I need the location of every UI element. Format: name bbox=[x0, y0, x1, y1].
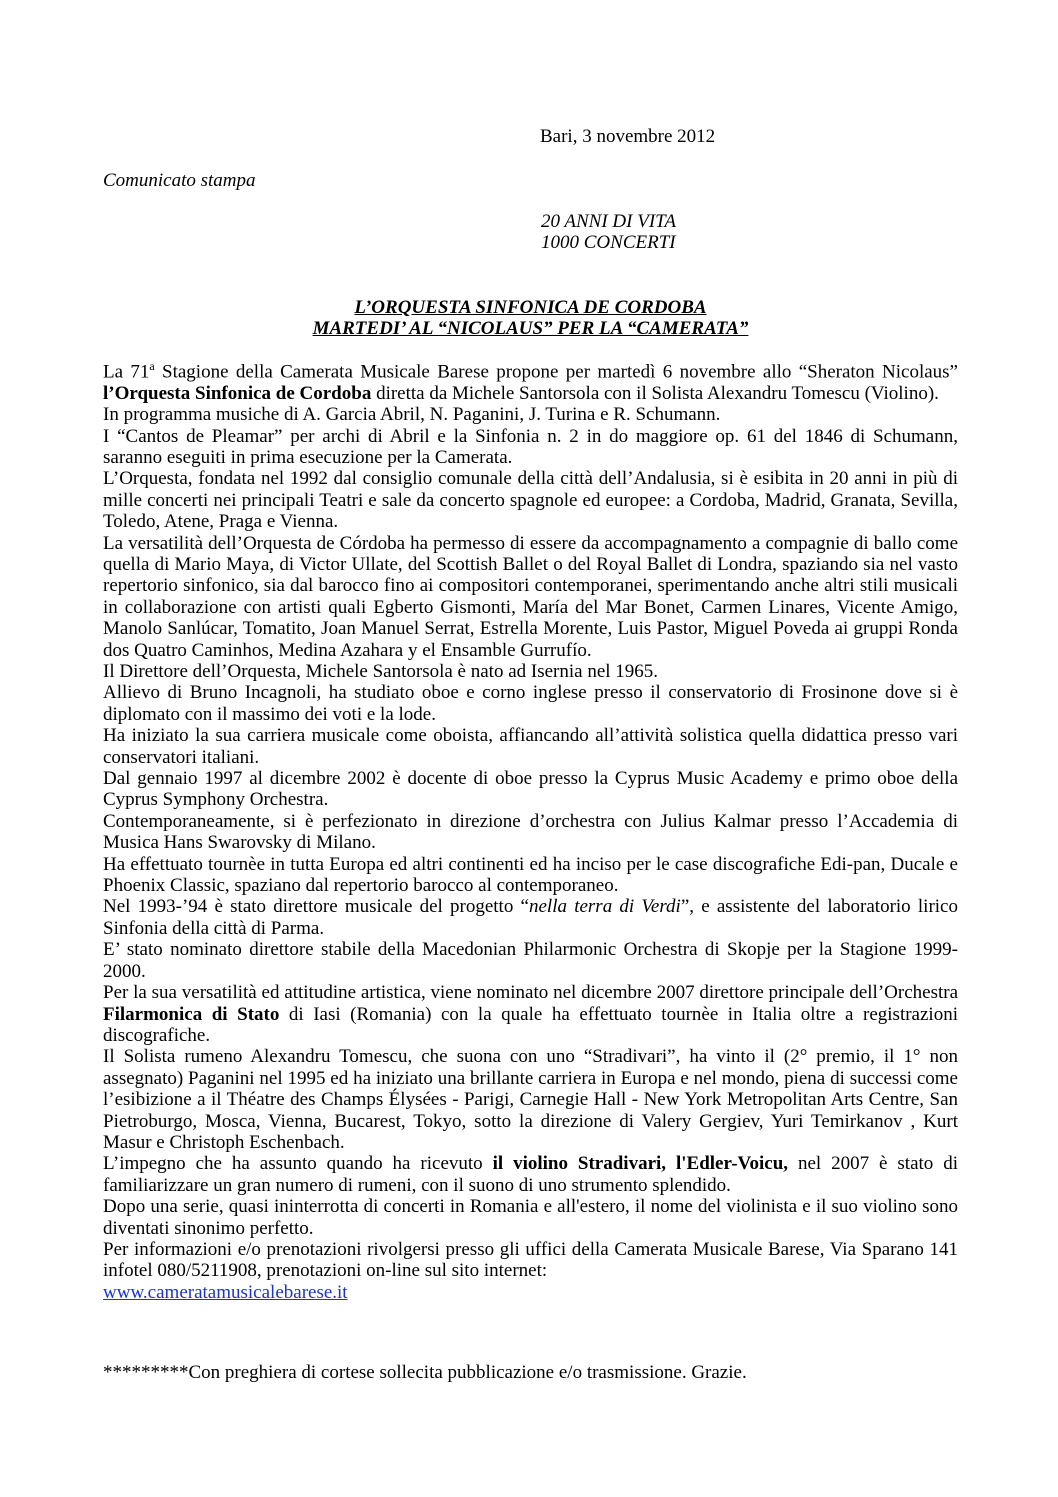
paragraph: Dopo una serie, quasi ininterrotta di concerti in Romania e all'estero, il nome del violinista e il suo violino sono diventati sinonimo perfetto. bbox=[103, 1196, 958, 1239]
headline bbox=[103, 297, 958, 339]
motto-line-1: 20 ANNI DI VITA bbox=[541, 211, 676, 232]
paragraph: E’ stato nominato direttore stabile della Macedonian Philarmonic Orchestra di Skopje per la Stagione 1999-2000. bbox=[103, 939, 958, 982]
headline-line-2: MARTEDI’ AL “NICOLAUS” PER LA “CAMERATA” bbox=[312, 318, 749, 339]
paragraph: Per la sua versatilità ed attitudine artistica, viene nominato nel dicembre 2007 direttore principale dell’Orchestra Filarmonica di Stato di Iasi (Romania) con la quale ha effettuato tournèe in Italia oltre a registrazioni discografiche. bbox=[103, 982, 958, 1046]
project-title: nella terra di Verdi bbox=[528, 896, 681, 918]
filarmonica-name: Filarmonica di Stato bbox=[103, 1003, 280, 1025]
paragraph: La versatilità dell’Orquesta de Córdoba ha permesso di essere da accompagnamento a compagnie di ballo come quella di Mario Maya, di Victor Ullate, del Scottish Ballet o del Royal Ballet di Londra, spaziando sia nel vasto repertorio sinfonico, sia dal barocco fino ai compositori contemporanei, sperimentando anche altri stili musicali in collaborazione con artisti quali Egberto Gismonti, María del Mar Bonet, Carmen Linares, Vicente Amigo, Manolo Sanlúcar, Tomatito, Joan Manuel Serrat, Estrella Morente, Luis Pastor, Miguel Poveda ai gruppi Ronda dos Quatro Caminhos, Medina Azahara y el Ensamble Gurrufío. bbox=[103, 532, 958, 661]
website-link[interactable]: www.cameratamusicalebarese.it bbox=[103, 1281, 348, 1303]
press-release-label: Comunicato stampa bbox=[103, 170, 256, 191]
paragraph: Allievo di Bruno Incagnoli, ha studiato oboe e corno inglese presso il conservatorio di Frosinone dove si è diplomato con il massimo dei voti e la lode. bbox=[103, 682, 958, 725]
closing-note: *********Con preghiera di cortese sollecita pubblicazione e/o trasmissione. Grazie. bbox=[103, 1362, 747, 1383]
paragraph: Dal gennaio 1997 al dicembre 2002 è docente di oboe presso la Cyprus Music Academy e primo oboe della Cyprus Symphony Orchestra. bbox=[103, 768, 958, 811]
date-line: Bari, 3 novembre 2012 bbox=[540, 126, 716, 147]
paragraph: L’impegno che ha assunto quando ha ricevuto il violino Stradivari, l'Edler-Voicu, nel 2007 è stato di familiarizzare un gran numero di rumeni, con il suono di uno strumento splendido. bbox=[103, 1153, 958, 1196]
paragraph: La 71$^a$ Stagione della Camerata Musicale Barese propone per martedì 6 novembre allo “Sheraton Nicolaus” l’Orquesta Sinfonica de Cordoba diretta da Michele Santorsola con il Solista Alexandru Tomescu (Violino). bbox=[103, 359, 958, 404]
paragraph: Ha effettuato tournèe in tutta Europa ed altri continenti ed ha inciso per le case discografiche Edi-pan, Ducale e Phoenix Classic, spaziano dal repertorio barocco al contemporaneo. bbox=[103, 853, 958, 897]
violin-name: il violino Stradivari, l'Edler-Voicu, bbox=[492, 1153, 789, 1175]
paragraph: I “Cantos de Pleamar” per archi di Abril e la Sinfonia n. 2 in do maggiore op. 61 del 1846 di Schumann, saranno eseguiti in prima esecuzione per la Camerata. bbox=[103, 425, 958, 468]
paragraph: In programma musiche di A. Garcia Abril, N. Paganini, J. Turina e R. Schumann. bbox=[103, 404, 721, 426]
paragraph: Il Direttore dell’Orquesta, Michele Santorsola è nato ad Isernia nel 1965. bbox=[103, 661, 659, 683]
paragraph: Per informazioni e/o prenotazioni rivolgersi presso gli uffici della Camerata Musicale Barese, Via Sparano 141 infotel 080/5211908, prenotazioni on-line sul sito internet: www.cameratamusicalebarese.it bbox=[103, 1238, 958, 1303]
anniversary-motto bbox=[541, 211, 676, 253]
paragraph: L’Orquesta, fondata nel 1992 dal consiglio comunale della città dell’Andalusia, si è esibita in 20 anni in più di mille concerti nei principali Teatri e sale da concerto spagnole ed europee: a Cordoba, Madrid, Granata, Sevilla, Toledo, Atene, Praga e Vienna. bbox=[103, 468, 958, 533]
article-body bbox=[103, 356, 958, 1303]
paragraph: Contemporaneamente, si è perfezionato in direzione d’orchestra con Julius Kalmar presso l’Accademia di Musica Hans Swarovsky di Milano. bbox=[103, 810, 958, 854]
motto-line-2: 1000 CONCERTI bbox=[541, 232, 676, 253]
paragraph: Ha iniziato la sua carriera musicale come oboista, affiancando all’attività solistica quella didattica presso vari conservatori italiani. bbox=[103, 725, 958, 768]
headline-line-1: L’ORQUESTA SINFONICA DE CORDOBA bbox=[354, 297, 707, 318]
paragraph: Il Solista rumeno Alexandru Tomescu, che suona con uno “Stradivari”, ha vinto il (2° premio, il 1° non assegnato) Paganini nel 1995 ed ha iniziato una brillante carriera in Europa e nel mondo, piena di successi come l’esibizione a il Théatre des Champs Élysées - Parigi, Carnegie Hall - New York Metropolitan Arts Centre, San Pietroburgo, Mosca, Vienna, Bucarest, Tokyo, sotto la direzione di Valery Gergiev, Yuri Temirkanov , Kurt Masur e Christoph Eschenbach. bbox=[103, 1046, 958, 1153]
paragraph: Nel 1993-’94 è stato direttore musicale del progetto “nella terra di Verdi”, e assistente del laboratorio lirico Sinfonia della città di Parma. bbox=[103, 896, 958, 939]
orchestra-name: l’Orquesta Sinfonica de Cordoba bbox=[103, 382, 372, 404]
